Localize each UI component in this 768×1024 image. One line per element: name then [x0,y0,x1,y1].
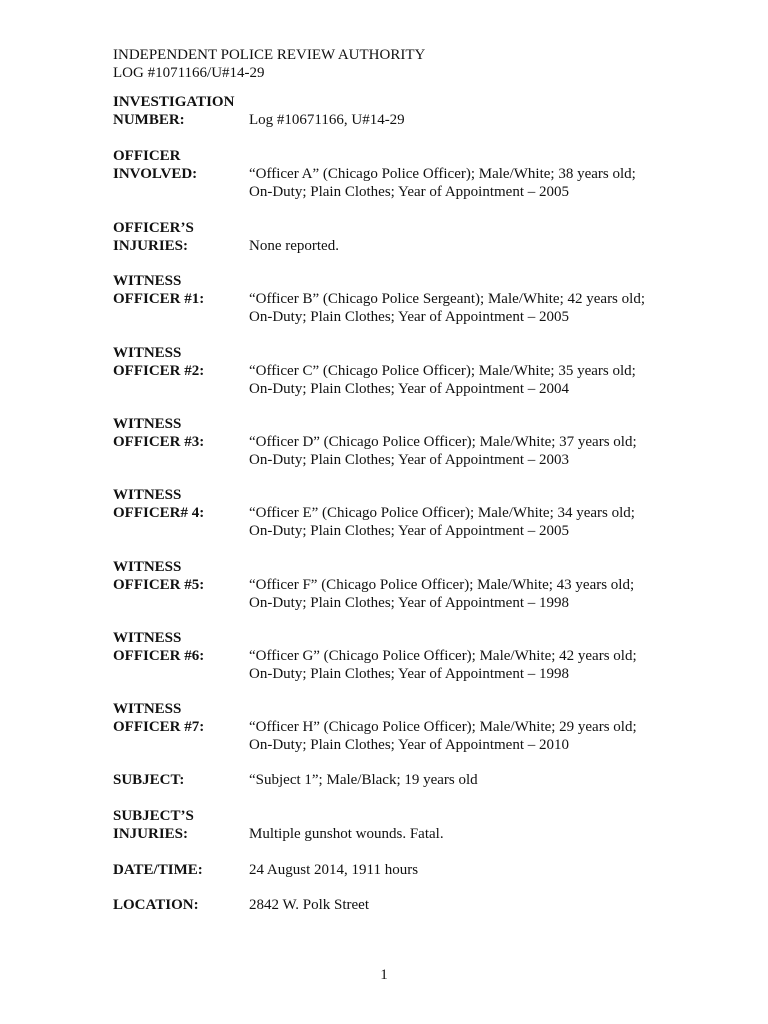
field-value-line: On-Duty; Plain Clothes; Year of Appointment – 2005 [249,184,569,200]
field-value [249,718,669,754]
field-label [113,771,248,789]
field-value-line: “Subject 1”; Male/Black; 19 years old [249,772,478,788]
field-value-line: “Officer A” (Chicago Police Officer); Male/White; 38 years old; [249,166,636,182]
field-value-line: Multiple gunshot wounds. Fatal. [249,826,444,842]
header-log-number: LOG #1071166/U#14-29 [113,65,265,81]
field-value-line: On-Duty; Plain Clothes; Year of Appointment – 2003 [249,452,569,468]
field-label-line: OFFICER #2: [113,363,205,379]
field-value [249,433,669,469]
header-agency-name: INDEPENDENT POLICE REVIEW AUTHORITY [113,47,426,63]
field-value-line: On-Duty; Plain Clothes; Year of Appointment – 2005 [249,309,569,325]
field-label [113,486,248,522]
field-label-line: WITNESS [113,559,182,575]
field-value [249,647,669,683]
field-value [249,861,669,879]
field-value-line: On-Duty; Plain Clothes; Year of Appointment – 2010 [249,737,569,753]
field-label-line: INVESTIGATION [113,94,235,110]
field-label-line: OFFICER #6: [113,648,205,664]
field-value-line: On-Duty; Plain Clothes; Year of Appointment – 1998 [249,595,569,611]
field-label-line: INVOLVED: [113,166,198,182]
field-value [249,771,669,789]
field-label-line: DATE/TIME: [113,862,203,878]
field-value-line: “Officer E” (Chicago Police Officer); Male/White; 34 years old; [249,505,635,521]
field-label-line: WITNESS [113,345,182,361]
field-label-line: LOCATION: [113,897,199,913]
field-value-line: None reported. [249,238,339,254]
field-value [249,111,669,129]
field-label-line: OFFICER #1: [113,291,205,307]
field-value-line: On-Duty; Plain Clothes; Year of Appointment – 1998 [249,666,569,682]
field-label [113,344,248,380]
field-value-line: “Officer G” (Chicago Police Officer); Male/White; 42 years old; [249,648,637,664]
field-label-line: NUMBER: [113,112,185,128]
field-value [249,290,669,326]
field-label [113,558,248,594]
field-value-line: “Officer H” (Chicago Police Officer); Male/White; 29 years old; [249,719,637,735]
field-label [113,629,248,665]
page-number: 1 [380,967,388,983]
field-label [113,896,248,914]
field-label-line: INJURIES: [113,826,189,842]
field-label-line: WITNESS [113,701,182,717]
field-value-line: “Officer C” (Chicago Police Officer); Male/White; 35 years old; [249,363,636,379]
field-label [113,861,248,879]
field-label-line: OFFICER’S [113,220,194,236]
field-value [249,504,669,540]
field-value-line: “Officer B” (Chicago Police Sergeant); Male/White; 42 years old; [249,291,645,307]
field-value [249,237,669,255]
field-value-line: 2842 W. Polk Street [249,897,370,913]
field-value [249,362,669,398]
field-label-line: WITNESS [113,416,182,432]
field-label-line: OFFICER [113,148,181,164]
field-label [113,700,248,736]
field-value-line: 24 August 2014, 1911 hours [249,862,419,878]
field-value [249,165,669,201]
field-label-line: WITNESS [113,630,182,646]
field-label [113,147,248,183]
field-value-line: “Officer D” (Chicago Police Officer); Male/White; 37 years old; [249,434,637,450]
field-label-line: INJURIES: [113,238,189,254]
field-label [113,807,248,843]
field-value-line: On-Duty; Plain Clothes; Year of Appointment – 2005 [249,523,569,539]
field-value [249,825,669,843]
field-label-line: OFFICER #3: [113,434,205,450]
field-value-line: “Officer F” (Chicago Police Officer); Male/White; 43 years old; [249,577,635,593]
field-value [249,576,669,612]
field-label-line: OFFICER# 4: [113,505,205,521]
field-value-line: On-Duty; Plain Clothes; Year of Appointment – 2004 [249,381,569,397]
field-label [113,219,248,255]
field-value [249,896,669,914]
field-label [113,272,248,308]
field-label-line: WITNESS [113,487,182,503]
field-label-line: OFFICER #5: [113,577,205,593]
field-label-line: SUBJECT: [113,772,185,788]
field-label-line: WITNESS [113,273,182,289]
field-label [113,93,248,129]
field-label [113,415,248,451]
field-value-line: Log #10671166, U#14-29 [249,112,405,128]
field-label-line: OFFICER #7: [113,719,205,735]
field-label-line: SUBJECT’S [113,808,194,824]
